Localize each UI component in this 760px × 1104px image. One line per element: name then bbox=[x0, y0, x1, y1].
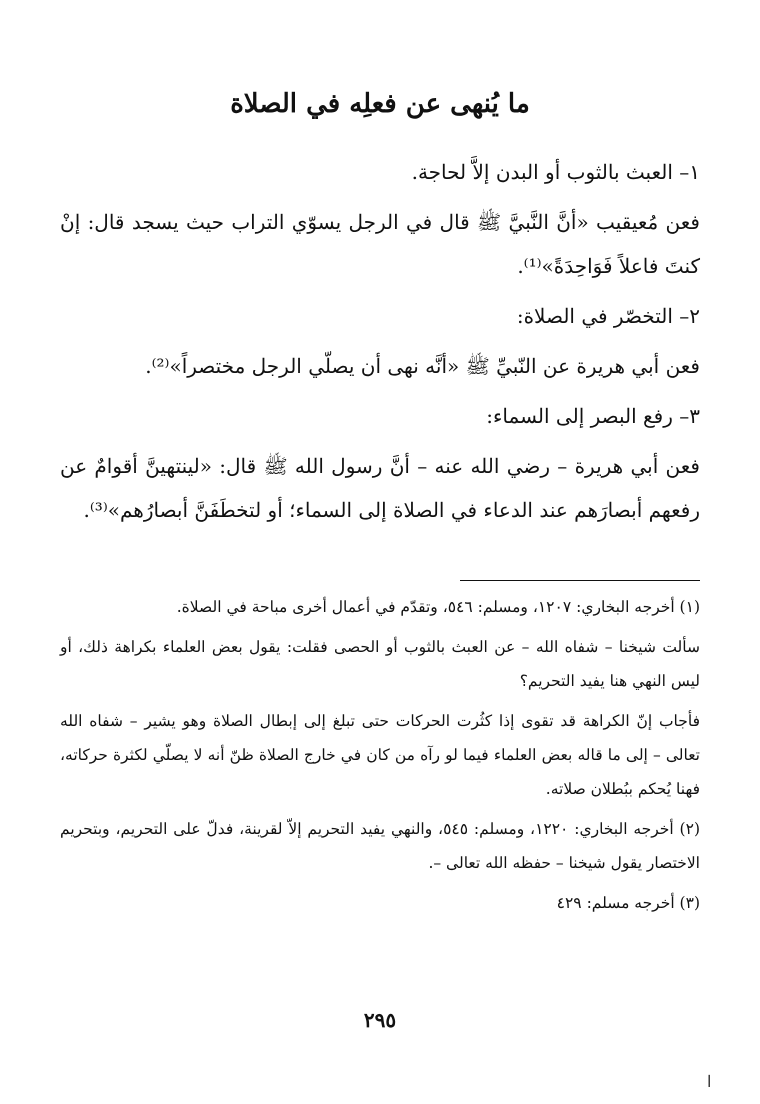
corner-mark: ا bbox=[707, 1072, 712, 1091]
footnote-1-question: سألت شيخنا – شفاه الله – عن العبث بالثوب أو الحصى فقلت: يقول بعض العلماء بكراهة ذلك، أو ليس النهي هنا يفيد التحريم؟ bbox=[60, 638, 700, 690]
footnote-3: (٣) أخرجه مسلم: ٤٢٩ bbox=[556, 894, 700, 912]
footnote-1-answer: فأجاب إنّ الكراهة قد تقوى إذا كثُرت الحركات حتى تبلغ إلى إبطال الصلاة وهو يشير – شفاه الله تعالى – إلى ما قاله بعض العلماء فيما لو رآه من كان في خارج الصلاة ظنّ أنه لا يصلّي لكثرة حركاته، فهنا يُحكم ببُطلان صلاته. bbox=[60, 712, 700, 798]
item-3-hadith: فعن أبي هريرة – رضي الله عنه – أنَّ رسول الله ﷺ قال: «لينتهينَّ أقوامٌ عن رفعهم أبصارَهم عند الدعاء في الصلاة إلى السماء؛ أو لتخطَفَنَّ أبصارُهم»⁽³⁾. bbox=[60, 454, 700, 522]
footnote-1: (١) أخرجه البخاري: ١٢٠٧، ومسلم: ٥٤٦، وتقدّم في أعمال أخرى مباحة في الصلاة. bbox=[176, 598, 700, 616]
item-1-hadith: فعن مُعيقيب «أنَّ النَّبيَّ ﷺ قال في الرجل يسوّي التراب حيث يسجد قال: إنْ كنتَ فاعلاً فَوَاحِدَةً»⁽¹⁾. bbox=[60, 210, 700, 278]
item-1-heading: ١– العبث بالثوب أو البدن إلاَّ لحاجة. bbox=[411, 160, 700, 184]
item-2-hadith: فعن أبي هريرة عن النّبيِّ ﷺ «أنَّه نهى أن يصلّي الرجل مختصراً»⁽²⁾. bbox=[145, 354, 700, 378]
page-title: ما يُنهى عن فعلِه في الصلاة bbox=[230, 89, 530, 119]
footnotes bbox=[60, 590, 700, 926]
item-2-heading: ٢– التخصّر في الصلاة: bbox=[516, 304, 700, 328]
item-3-heading: ٣– رفع البصر إلى السماء: bbox=[486, 404, 700, 428]
page-number: ٢٩٥ bbox=[363, 1008, 397, 1032]
footnote-2: (٢) أخرجه البخاري: ١٢٢٠، ومسلم: ٥٤٥، والنهي يفيد التحريم إلاّ لقرينة، فدلّ على التحريم، وبتحريم الاختصار يقول شيخنا – حفظه الله تعالى –. bbox=[60, 820, 700, 872]
footnote-separator bbox=[460, 580, 700, 581]
main-text bbox=[60, 150, 700, 532]
